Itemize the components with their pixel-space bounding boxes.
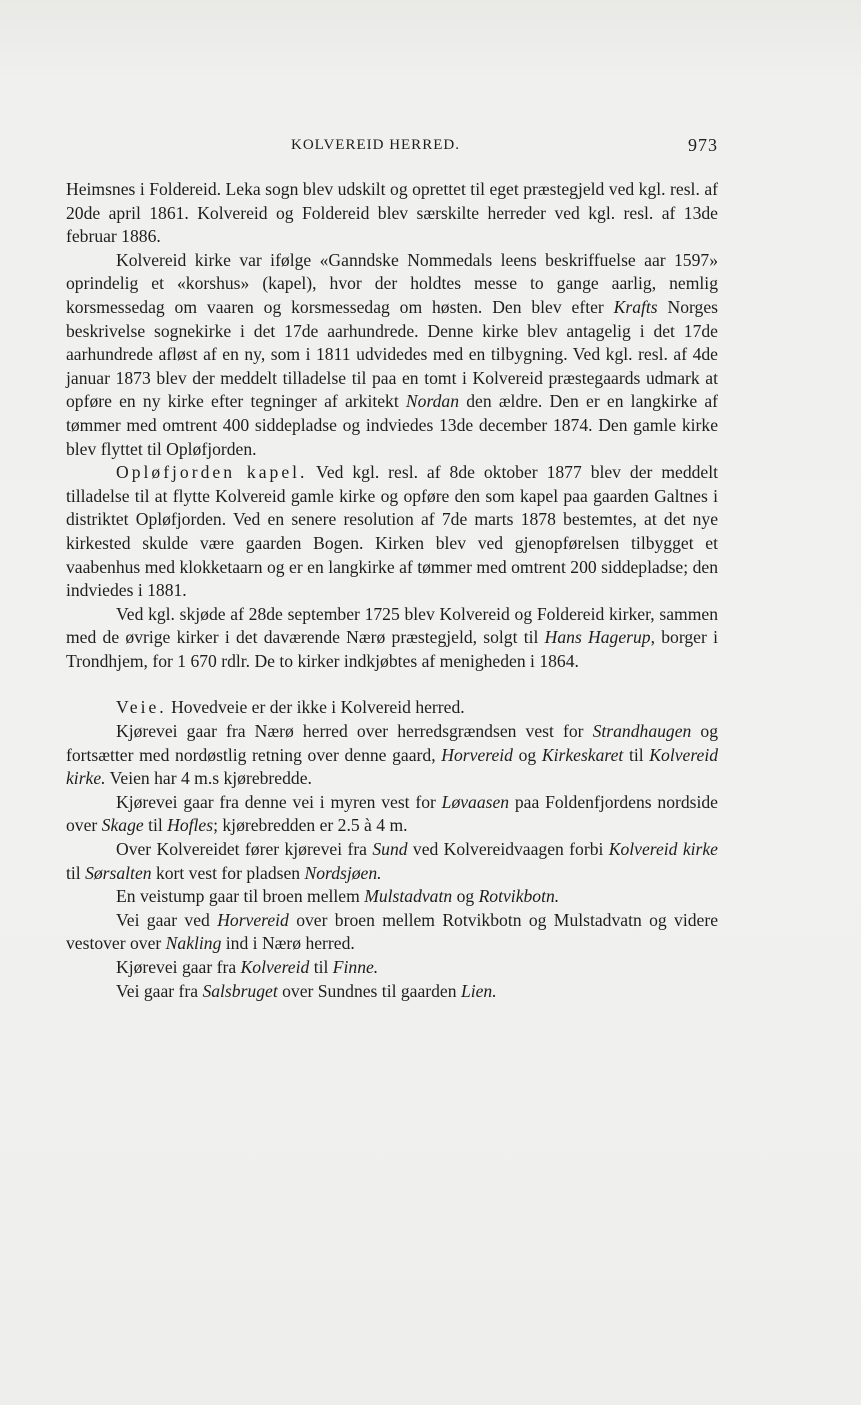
- italic-name: Kolvereid kirke: [608, 839, 718, 860]
- running-title: KOLVEREID HERRED.: [291, 137, 460, 153]
- italic-name: Finne.: [332, 957, 379, 977]
- italic-name: Kirkeskaret: [541, 744, 624, 765]
- italic-name: Salsbruget: [202, 980, 278, 1001]
- text-run: den ældre. Den er en langkirke af tømmer med omtrent 400 siddepladse og indviedes 13de december 1874. Den gamle kirke blev flyttet til Opløfjorden.: [66, 391, 718, 459]
- italic-name: Kolvereid kirke.: [66, 744, 719, 789]
- paragraph: [66, 956, 718, 980]
- text-run: Kjørevei gaar fra Nærø herred over herredsgrændsen vest for: [116, 721, 593, 742]
- text-run: ; kjørebredden er 2.5 à 4 m.: [213, 815, 408, 836]
- paragraph: [66, 603, 718, 674]
- page-number: 973: [688, 135, 718, 155]
- paragraph: [66, 838, 718, 885]
- paragraph: [66, 178, 718, 249]
- text-run: Vei gaar fra: [116, 980, 203, 1001]
- text-run: ved Kolvereidvaagen forbi: [407, 839, 609, 860]
- text-run: Kjørevei gaar fra denne vei i myren vest for: [116, 791, 442, 812]
- paragraph: [66, 720, 718, 791]
- text-run: Norges beskrivelse sognekirke i det 17de aarhundrede. Denne kirke blev antagelig i det 17de aarhundrede afløst af en ny, som i 1811 udvidedes med en tilbygning. Ved kgl. resl. af 4de januar 1873 blev der meddelt tilladelse til paa en tomt i Kolvereid præstegaards udmark at opføre en ny kirke efter tegninger af arkitekt: [66, 296, 718, 412]
- text-run: Ved kgl. skjøde af 28de september 1725 blev Kolvereid og Foldereid kirker, sammen med de øvrige kirker i det daværende Nærø præstegjeld, solgt til: [66, 603, 718, 648]
- text-run: , borger i Trondhjem, for 1 670 rdlr. De to kirker indkjøbtes af menigheden i 1864.: [66, 627, 718, 671]
- section-heading: Veie.: [116, 697, 167, 718]
- text-run: Over Kolvereidet fører kjørevei fra: [116, 839, 373, 860]
- text-run: og: [452, 886, 479, 907]
- body-text: [66, 178, 718, 1003]
- italic-name: Kolvereid: [240, 957, 310, 977]
- italic-name: Strandhaugen: [592, 721, 692, 742]
- italic-name: Horvereid: [217, 909, 289, 930]
- text-run: til: [143, 815, 168, 836]
- text-run: Heimsnes i Foldereid. Leka sogn blev udskilt og oprettet til eget præstegjeld ved kgl. resl. af 20de april 1861. Kolvereid og Foldereid blev særskilte herreder ved kgl. resl. af 13de februar 1886.: [66, 179, 718, 247]
- section-heading: Opløfjorden kapel.: [116, 462, 308, 483]
- italic-name: Nakling: [165, 933, 222, 954]
- italic-name: Horvereid: [441, 744, 513, 765]
- text-run: og fortsætter med nordøstlig retning over denne gaard,: [66, 721, 719, 765]
- text-run: Ved kgl. resl. af 8de oktober 1877 blev der meddelt tilladelse til at flytte Kolvereid gamle kirke og opføre den som kapel paa gaarden Galtnes i distriktet Opløfjorden. Ved en senere resolution af 7de marts 1878 bestemtes, at det nye kirkested skulde være gaarden Bogen. Kirken blev ved gjenopførelsen tilbygget et vaabenhus med klokketaarn og er en langkirke af tømmer med omtrent 200 siddepladse; den indviedes i 1881.: [66, 462, 719, 601]
- paragraph: [66, 980, 718, 1004]
- paragraph: [66, 791, 718, 838]
- italic-name: Hans Hagerup: [544, 627, 651, 648]
- text-run: til: [623, 744, 650, 765]
- text-run: til: [66, 862, 86, 883]
- italic-name: Rotvikbotn.: [478, 886, 560, 907]
- text-run: En veistump gaar til broen mellem: [116, 886, 365, 907]
- paragraph: [66, 461, 718, 603]
- italic-name: Sund: [372, 839, 408, 860]
- text-run: ind i Nærø herred.: [221, 933, 355, 954]
- italic-name: Løvaasen: [441, 791, 510, 812]
- italic-name: Lien.: [460, 980, 497, 1001]
- italic-name: Hofles: [167, 815, 214, 836]
- text-run: kort vest for pladsen: [151, 862, 305, 883]
- italic-name: Nordan: [405, 391, 460, 412]
- section-gap: [66, 673, 718, 696]
- text-run: over Sundnes til gaarden: [277, 980, 461, 1001]
- text-run: Kjørevei gaar fra: [116, 957, 241, 977]
- text-run: til: [309, 957, 333, 977]
- italic-name: Krafts: [613, 296, 658, 317]
- page-header: [66, 135, 718, 159]
- italic-name: Skage: [101, 815, 144, 836]
- italic-name: Nordsjøen.: [304, 862, 382, 883]
- text-run: paa Foldenfjordens nordside over: [66, 791, 718, 836]
- italic-name: Mulstadvatn: [364, 886, 453, 907]
- text-run: over broen mellem Rotvikbotn og Mulstadvatn og videre vestover over: [66, 909, 719, 954]
- text-run: Veien har 4 m.s kjørebredde.: [105, 768, 312, 789]
- text-run: Hovedveie er der ikke i Kolvereid herred.: [166, 697, 465, 718]
- text-run: Vei gaar ved: [116, 909, 218, 930]
- paragraph: [66, 909, 718, 956]
- paragraph: [66, 249, 718, 461]
- paragraph: [66, 885, 718, 909]
- italic-name: Sørsalten: [85, 862, 152, 883]
- paragraph: [66, 696, 718, 720]
- text-run: Kolvereid kirke var ifølge «Ganndske Nommedals leens beskriffuelse aar 1597» oprindelig et «korshus» (kapel), hvor der holdtes messe to gange aarlig, nemlig korsmessedag om vaaren og korsmessedag om høsten. Den blev efter: [66, 249, 718, 317]
- text-run: og: [512, 744, 542, 765]
